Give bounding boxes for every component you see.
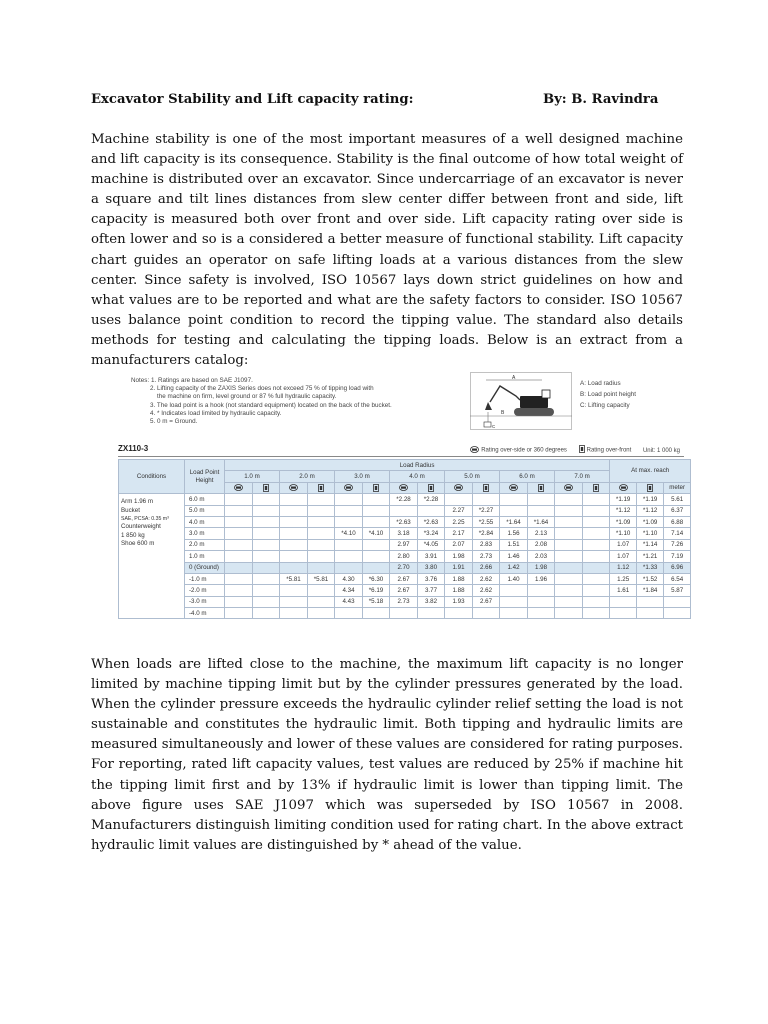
capacity-cell xyxy=(225,494,253,505)
max-reach-meter-cell: 6.96 xyxy=(664,562,691,573)
capacity-cell xyxy=(528,505,555,516)
capacity-cell: 2.03 xyxy=(528,551,555,562)
load-point-height: 2.0 m xyxy=(185,539,225,550)
table-body xyxy=(119,494,691,619)
max-reach-meter-cell: 7.19 xyxy=(664,551,691,562)
diagram-legend xyxy=(580,378,636,411)
model-name: ZX110-3 xyxy=(118,444,149,453)
capacity-cell: *5.81 xyxy=(308,573,335,584)
load-point-height: 4.0 m xyxy=(185,516,225,527)
capacity-cell: 2.25 xyxy=(445,516,473,527)
capacity-cell xyxy=(308,494,335,505)
capacity-cell xyxy=(308,585,335,596)
capacity-cell xyxy=(253,539,280,550)
capacity-cell: 4.34 xyxy=(335,585,363,596)
capacity-cell: 1.88 xyxy=(445,585,473,596)
condition-line: Counterweight xyxy=(121,523,161,531)
intro-paragraph: Machine stability is one of the most important measures of a well designed machine and lift capacity is its consequence. Stability is the final outcome of how total weight of machine is distributed over an excavator. Since undercarriage of an excavator is never a square and tilt lines distances from slew center differ between front and side, lift capacity is measured both over front and over side. Lift capacity rating over side is often lower and so is a considered a better measure of functional stability. Lift capacity chart guides an operator on safe lifting loads at a various distances from the slew center. Since safety is involved, ISO 10567 lays down strict guidelines on how and what values are to be reported and what are the safety factors to consider. ISO 10567 uses balance point condition to record the tipping value. The standard also details methods for testing and calculating the tipping loads. Below is an extract from a manufacturers catalog: xyxy=(91,132,683,369)
capacity-cell xyxy=(225,516,253,527)
header-load-radius: Load Radius xyxy=(225,460,610,471)
load-point-height: 0 (Ground) xyxy=(185,562,225,573)
capacity-cell xyxy=(280,505,308,516)
capacity-cell xyxy=(528,608,555,619)
max-reach-meter-cell: 6.37 xyxy=(664,505,691,516)
max-reach-capacity-cell: *1.84 xyxy=(637,585,664,596)
max-reach-capacity-cell xyxy=(637,608,664,619)
condition-line: Bucket xyxy=(121,506,140,514)
table-row xyxy=(119,528,691,539)
capacity-cell xyxy=(555,596,583,607)
load-point-height: -1.0 m xyxy=(185,573,225,584)
load-point-height: -2.0 m xyxy=(185,585,225,596)
load-point-height: 1.0 m xyxy=(185,551,225,562)
condition-line: Shoe 600 m xyxy=(121,540,155,548)
capacity-cell: *6.30 xyxy=(363,573,390,584)
condition-line: SAE, PCSA: 0.35 m³ xyxy=(121,515,169,522)
max-reach-capacity-cell: *1.10 xyxy=(610,528,637,539)
condition-line: Arm 1.96 m xyxy=(121,498,153,506)
capacity-cell xyxy=(555,528,583,539)
capacity-cell xyxy=(225,585,253,596)
capacity-cell: *2.63 xyxy=(418,516,445,527)
max-reach-capacity-cell: *1.12 xyxy=(637,505,664,516)
max-reach-capacity-cell: *1.21 xyxy=(637,551,664,562)
capacity-cell: *2.28 xyxy=(418,494,445,505)
capacity-cell xyxy=(473,608,500,619)
capacity-cell xyxy=(583,505,610,516)
note-line: Notes: 1. Ratings are based on SAE J1097. xyxy=(131,377,253,384)
rating-over-side-icon xyxy=(280,482,308,493)
capacity-cell xyxy=(253,516,280,527)
max-reach-capacity-cell: *1.09 xyxy=(637,516,664,527)
capacity-cell xyxy=(253,585,280,596)
capacity-cell xyxy=(583,596,610,607)
capacity-cell: *4.10 xyxy=(335,528,363,539)
max-reach-meter-cell: 6.88 xyxy=(664,516,691,527)
diagram-label-b: B xyxy=(501,410,505,416)
capacity-cell xyxy=(528,585,555,596)
capacity-cell: *1.64 xyxy=(528,516,555,527)
note-line: 2. Lifting capacity of the ZAXIS Series does not exceed 75 % of tipping load with xyxy=(150,385,374,393)
capacity-cell xyxy=(280,585,308,596)
excavator-diagram xyxy=(470,372,572,430)
capacity-cell: 1.46 xyxy=(500,551,528,562)
capacity-cell: 1.51 xyxy=(500,539,528,550)
capacity-cell xyxy=(225,596,253,607)
capacity-cell: 3.80 xyxy=(418,562,445,573)
capacity-cell xyxy=(280,608,308,619)
capacity-cell xyxy=(583,608,610,619)
capacity-cell xyxy=(363,551,390,562)
capacity-cell xyxy=(528,596,555,607)
max-reach-capacity-cell: *1.14 xyxy=(637,539,664,550)
capacity-cell: 1.40 xyxy=(500,573,528,584)
max-reach-capacity-cell: *1.09 xyxy=(610,516,637,527)
capacity-cell xyxy=(363,505,390,516)
capacity-cell: 4.43 xyxy=(335,596,363,607)
limits-paragraph: When loads are lifted close to the machine, the maximum lift capacity is no longer limited by machine tipping limit but by the cylinder pressures generated by the load. When the cylinder pressure exceeds the hydraulic cylinder relief setting the load is not sustainable and constitutes the hydraulic limit. Both tipping and hydraulic limits are measured simultaneously and lower of these values are considered for rating purposes. For reporting, rated lift capacity values, test values are reduced by 25% if machine hit the tipping limit first and by 13% if hydraulic limit is lower than tipping limit. The above figure uses SAE J1097 which was superseded by ISO 10567 in 2008. Manufacturers distinguish limiting condition used for rating chart. In the above extract hydraulic limit values are distinguished by * ahead of the value. xyxy=(91,657,683,853)
capacity-cell xyxy=(390,608,418,619)
capacity-cell: 2.67 xyxy=(473,596,500,607)
capacity-cell: 2.62 xyxy=(473,585,500,596)
catalog-extract xyxy=(118,372,684,628)
capacity-cell xyxy=(308,608,335,619)
max-reach-capacity-cell: *1.19 xyxy=(637,494,664,505)
capacity-cell: *2.27 xyxy=(473,505,500,516)
capacity-cell xyxy=(253,596,280,607)
capacity-cell xyxy=(583,539,610,550)
capacity-cell xyxy=(335,505,363,516)
capacity-cell: *4.05 xyxy=(418,539,445,550)
capacity-cell xyxy=(335,608,363,619)
rating-over-front-icon xyxy=(473,482,500,493)
capacity-cell: 4.30 xyxy=(335,573,363,584)
load-point-height: 6.0 m xyxy=(185,494,225,505)
capacity-cell xyxy=(253,494,280,505)
capacity-cell: 1.93 xyxy=(445,596,473,607)
table-row xyxy=(119,505,691,516)
capacity-cell xyxy=(253,562,280,573)
capacity-cell: 2.97 xyxy=(390,539,418,550)
capacity-cell xyxy=(253,528,280,539)
capacity-cell xyxy=(335,516,363,527)
capacity-cell xyxy=(583,528,610,539)
rating-over-front-label: Rating over-front xyxy=(586,447,632,454)
legend-item: A: Load radius xyxy=(580,380,621,387)
capacity-cell xyxy=(225,551,253,562)
unit-label: Unit: 1 000 kg xyxy=(642,447,680,454)
capacity-cell: *2.28 xyxy=(390,494,418,505)
capacity-cell: 3.76 xyxy=(418,573,445,584)
rating-over-side-icon xyxy=(500,482,528,493)
capacity-cell xyxy=(225,562,253,573)
capacity-cell: 1.96 xyxy=(528,573,555,584)
max-reach-capacity-cell: 1.07 xyxy=(610,539,637,550)
capacity-cell xyxy=(500,608,528,619)
capacity-cell: 2.70 xyxy=(390,562,418,573)
capacity-cell xyxy=(253,551,280,562)
capacity-cell xyxy=(253,573,280,584)
capacity-cell xyxy=(555,551,583,562)
capacity-cell xyxy=(500,505,528,516)
capacity-cell xyxy=(308,562,335,573)
note-line: 4. * Indicates load limited by hydraulic capacity. xyxy=(150,409,282,417)
capacity-cell xyxy=(528,494,555,505)
title-text: Excavator Stability and Lift capacity rating: xyxy=(91,92,414,107)
header-radius: 6.0 m xyxy=(500,471,555,482)
capacity-cell xyxy=(583,585,610,596)
capacity-cell xyxy=(500,596,528,607)
rating-over-front-icon xyxy=(583,482,610,493)
max-reach-meter-cell xyxy=(664,608,691,619)
capacity-cell xyxy=(280,539,308,550)
note-line: 3. The load point is a hook (not standard equipment) located on the back of the bucket. xyxy=(150,401,392,409)
capacity-cell: 2.27 xyxy=(445,505,473,516)
rating-over-front-icon xyxy=(528,482,555,493)
capacity-cell: 1.98 xyxy=(445,551,473,562)
capacity-cell: 1.42 xyxy=(500,562,528,573)
capacity-cell xyxy=(280,596,308,607)
capacity-cell: 2.67 xyxy=(390,585,418,596)
table-row xyxy=(119,573,691,584)
capacity-cell: 3.82 xyxy=(418,596,445,607)
catalog-notes xyxy=(131,377,461,426)
capacity-cell xyxy=(225,539,253,550)
capacity-cell: 2.17 xyxy=(445,528,473,539)
capacity-cell xyxy=(583,551,610,562)
capacity-cell xyxy=(555,539,583,550)
load-point-height: 3.0 m xyxy=(185,528,225,539)
table-row xyxy=(119,608,691,619)
max-reach-meter-cell: 7.14 xyxy=(664,528,691,539)
capacity-cell xyxy=(280,562,308,573)
capacity-cell: 2.13 xyxy=(528,528,555,539)
header-at-max-reach: At max. reach xyxy=(610,460,691,483)
capacity-cell: 3.91 xyxy=(418,551,445,562)
capacity-cell xyxy=(308,551,335,562)
capacity-cell: 2.66 xyxy=(473,562,500,573)
capacity-cell: *3.24 xyxy=(418,528,445,539)
table-row xyxy=(119,596,691,607)
capacity-cell xyxy=(583,494,610,505)
capacity-cell: 2.62 xyxy=(473,573,500,584)
max-reach-capacity-cell: 1.12 xyxy=(610,562,637,573)
capacity-cell xyxy=(445,494,473,505)
author-byline: By: B. Ravindra xyxy=(543,92,659,107)
capacity-cell xyxy=(363,562,390,573)
rating-over-side-icon xyxy=(470,446,479,455)
rating-over-front-icon xyxy=(579,445,585,455)
header-radius: 5.0 m xyxy=(445,471,500,482)
load-point-height: 5.0 m xyxy=(185,505,225,516)
max-reach-capacity-cell: *1.52 xyxy=(637,573,664,584)
capacity-cell: 2.08 xyxy=(528,539,555,550)
capacity-cell: 2.73 xyxy=(390,596,418,607)
capacity-cell xyxy=(308,596,335,607)
conditions-cell xyxy=(119,494,185,619)
header-radius: 3.0 m xyxy=(335,471,390,482)
header-load-point-height: Load Point Height xyxy=(185,460,225,494)
capacity-cell xyxy=(253,505,280,516)
capacity-cell: *5.18 xyxy=(363,596,390,607)
capacity-cell: *1.64 xyxy=(500,516,528,527)
capacity-cell xyxy=(335,562,363,573)
note-line: 5. 0 m = Ground. xyxy=(150,418,198,426)
capacity-cell xyxy=(225,608,253,619)
capacity-cell xyxy=(555,608,583,619)
max-reach-capacity-cell: *1.33 xyxy=(637,562,664,573)
capacity-cell xyxy=(555,585,583,596)
table-row xyxy=(119,516,691,527)
capacity-cell xyxy=(253,608,280,619)
capacity-cell xyxy=(500,585,528,596)
max-reach-meter-cell: 7.26 xyxy=(664,539,691,550)
capacity-cell: *5.81 xyxy=(280,573,308,584)
capacity-cell xyxy=(445,608,473,619)
rating-over-front-icon xyxy=(253,482,280,493)
document-title xyxy=(91,92,661,110)
capacity-cell: 2.80 xyxy=(390,551,418,562)
rating-over-side-icon xyxy=(390,482,418,493)
capacity-cell xyxy=(473,494,500,505)
capacity-cell xyxy=(418,505,445,516)
rating-over-front-icon xyxy=(308,482,335,493)
capacity-cell xyxy=(583,516,610,527)
condition-line: 1 850 kg xyxy=(121,531,145,539)
load-point-height: -4.0 m xyxy=(185,608,225,619)
table-row xyxy=(119,539,691,550)
capacity-cell: 1.56 xyxy=(500,528,528,539)
max-reach-capacity-cell: *1.10 xyxy=(637,528,664,539)
max-reach-meter-cell: 5.87 xyxy=(664,585,691,596)
capacity-cell xyxy=(583,562,610,573)
header-radius: 4.0 m xyxy=(390,471,445,482)
capacity-cell xyxy=(555,494,583,505)
capacity-cell xyxy=(280,494,308,505)
table-row xyxy=(119,585,691,596)
capacity-cell xyxy=(280,551,308,562)
max-reach-meter-cell: 5.61 xyxy=(664,494,691,505)
capacity-cell xyxy=(363,539,390,550)
model-bar xyxy=(118,444,684,457)
capacity-cell xyxy=(418,608,445,619)
capacity-cell xyxy=(308,516,335,527)
capacity-cell xyxy=(555,573,583,584)
capacity-cell xyxy=(500,494,528,505)
capacity-cell xyxy=(555,505,583,516)
rating-over-front-icon xyxy=(637,482,664,493)
note-line: the machine on firm, level ground or 87 % full hydraulic capacity. xyxy=(157,393,337,401)
max-reach-meter-cell xyxy=(664,596,691,607)
table-row xyxy=(119,562,691,573)
header-radius: 2.0 m xyxy=(280,471,335,482)
max-reach-capacity-cell: *1.19 xyxy=(610,494,637,505)
capacity-cell xyxy=(390,505,418,516)
capacity-cell: *2.84 xyxy=(473,528,500,539)
rating-over-side-icon xyxy=(610,482,637,493)
capacity-cell: 1.91 xyxy=(445,562,473,573)
header-meter: meter xyxy=(664,482,691,493)
max-reach-capacity-cell: 1.61 xyxy=(610,585,637,596)
capacity-cell: 3.77 xyxy=(418,585,445,596)
max-reach-capacity-cell: 1.25 xyxy=(610,573,637,584)
rating-over-front-icon xyxy=(363,482,390,493)
header-radius: 1.0 m xyxy=(225,471,280,482)
legend-item: B: Load point height xyxy=(580,391,637,398)
capacity-cell: 1.88 xyxy=(445,573,473,584)
lift-capacity-table xyxy=(118,459,691,619)
max-reach-meter-cell: 6.54 xyxy=(664,573,691,584)
capacity-cell: *2.55 xyxy=(473,516,500,527)
capacity-cell xyxy=(280,516,308,527)
capacity-cell xyxy=(225,573,253,584)
capacity-cell xyxy=(363,494,390,505)
diagram-label-a: A xyxy=(512,375,516,381)
capacity-cell xyxy=(363,516,390,527)
legend-item: C: Lifting capacity xyxy=(580,402,630,409)
capacity-cell: 3.18 xyxy=(390,528,418,539)
capacity-cell xyxy=(308,539,335,550)
max-reach-capacity-cell xyxy=(637,596,664,607)
capacity-cell xyxy=(308,505,335,516)
table-row xyxy=(119,551,691,562)
capacity-cell xyxy=(555,516,583,527)
capacity-cell xyxy=(308,528,335,539)
max-reach-capacity-cell: *1.12 xyxy=(610,505,637,516)
capacity-cell: *2.63 xyxy=(390,516,418,527)
capacity-cell xyxy=(583,573,610,584)
capacity-cell: *6.19 xyxy=(363,585,390,596)
rating-over-side-icon xyxy=(335,482,363,493)
capacity-cell xyxy=(555,562,583,573)
rating-key xyxy=(470,445,680,455)
capacity-cell: 2.67 xyxy=(390,573,418,584)
header-radius: 7.0 m xyxy=(555,471,610,482)
rating-over-side-icon xyxy=(555,482,583,493)
capacity-cell xyxy=(280,528,308,539)
max-reach-capacity-cell xyxy=(610,596,637,607)
rating-over-side-icon xyxy=(445,482,473,493)
capacity-cell: 1.98 xyxy=(528,562,555,573)
diagram-label-c: C xyxy=(492,424,496,429)
table-row xyxy=(119,494,691,505)
capacity-cell xyxy=(363,608,390,619)
capacity-cell xyxy=(225,505,253,516)
capacity-cell: 2.73 xyxy=(473,551,500,562)
capacity-cell xyxy=(335,539,363,550)
capacity-cell xyxy=(335,494,363,505)
max-reach-capacity-cell xyxy=(610,608,637,619)
capacity-cell: 2.83 xyxy=(473,539,500,550)
max-reach-capacity-cell: 1.07 xyxy=(610,551,637,562)
capacity-cell xyxy=(225,528,253,539)
rating-over-front-icon xyxy=(418,482,445,493)
header-conditions: Conditions xyxy=(119,460,185,494)
rating-over-side-label: Rating over-side or 360 degrees xyxy=(481,447,567,454)
rating-over-side-icon xyxy=(225,482,253,493)
capacity-cell: *4.10 xyxy=(363,528,390,539)
load-point-height: -3.0 m xyxy=(185,596,225,607)
capacity-cell xyxy=(335,551,363,562)
capacity-cell: 2.07 xyxy=(445,539,473,550)
